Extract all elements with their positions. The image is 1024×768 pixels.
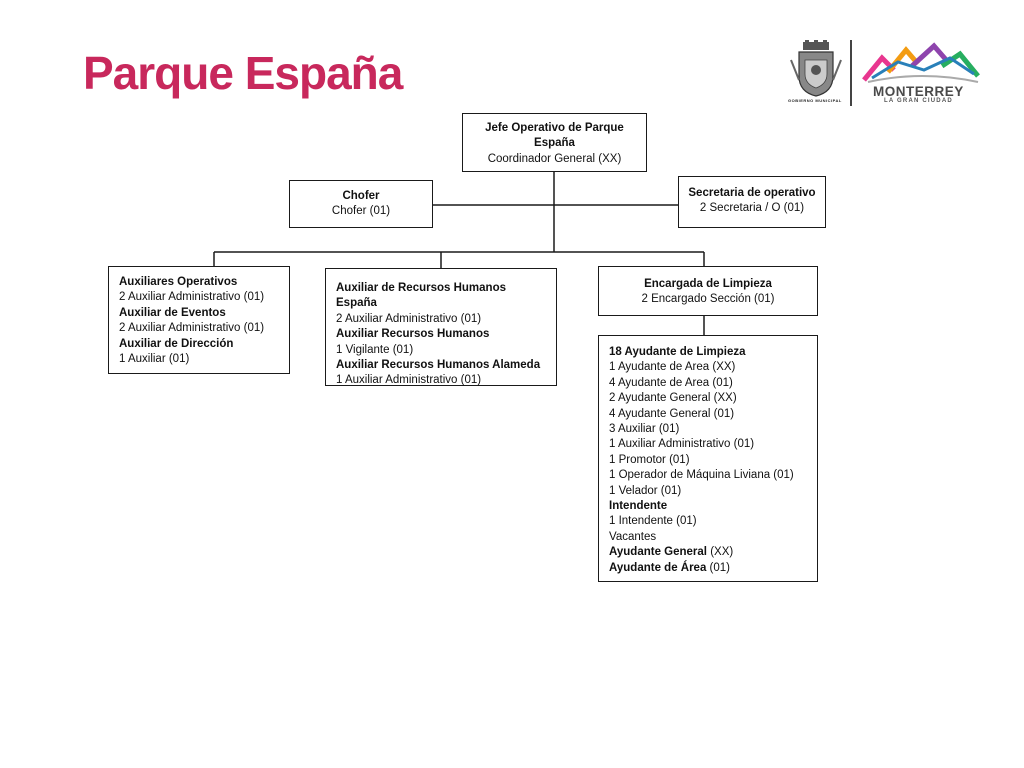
ayudantes-line: 1 Promotor (01) [609,453,690,466]
brand-tagline: LA GRAN CIUDAD [884,98,953,104]
auxiliares-line: 1 Auxiliar (01) [119,353,190,366]
chofer-line: Chofer (01) [331,205,391,218]
secretaria-line: 2 Secretaria / O (01) [699,202,805,215]
chofer-title: Chofer [342,190,380,202]
page-title: Parque España [83,47,403,99]
limpieza-line: 2 Encargado Sección (01) [641,293,775,306]
head-line: Coordinador General (XX) [487,152,622,165]
auxiliares-line: Auxiliar de Eventos [119,306,226,319]
org-box-auxiliares [108,266,290,374]
ayudantes-line: Ayudante de Área (01) [609,561,731,574]
brand-name: MONTERREY [873,84,964,99]
ayudantes-line: Ayudante General (XX) [609,546,734,559]
org-box-secretaria [678,176,826,228]
ayudantes-line: 3 Auxiliar (01) [609,423,680,436]
ayudantes-line: 2 Ayudante General (XX) [609,392,737,405]
seal-caption: GOBIERNO MUNICIPAL [788,98,842,103]
org-box-rrhh [325,268,557,386]
rrhh-line: Auxiliar de Recursos Humanos España [336,282,506,310]
org-box-ayudantes [598,335,818,582]
ayudantes-line: 1 Velador (01) [609,484,682,497]
ayudantes-line: 1 Intendente (01) [609,515,697,528]
org-box-chofer [289,180,433,228]
ayudantes-line: 1 Operador de Máquina Liviana (01) [609,469,794,482]
rrhh-line: 1 Vigilante (01) [336,343,414,356]
ayudantes-line: Vacantes [609,530,657,543]
ayudantes-line: Intendente [609,500,668,513]
auxiliares-line: Auxiliar de Dirección [119,337,234,350]
rrhh-line: 2 Auxiliar Administrativo (01) [336,312,482,325]
auxiliares-line: 2 Auxiliar Administrativo (01) [119,291,265,304]
org-box-limpieza [598,266,818,316]
secretaria-title: Secretaria de operativo [688,187,816,199]
ayudantes-line: 1 Auxiliar Administrativo (01) [609,438,755,451]
limpieza-title: Encargada de Limpieza [644,278,772,290]
auxiliares-line: 2 Auxiliar Administrativo (01) [119,322,265,335]
rrhh-line: 1 Auxiliar Administrativo (01) [336,374,482,387]
ayudantes-line: 4 Ayudante de Area (01) [609,376,733,389]
ayudantes-line: 4 Ayudante General (01) [609,407,735,420]
rrhh-line: Auxiliar Recursos Humanos Alameda [336,359,541,372]
ayudantes-line: 1 Ayudante de Area (XX) [609,361,736,374]
ayudantes-line: 18 Ayudante de Limpieza [609,346,746,358]
head-title: Jefe Operativo de Parque España [485,122,624,150]
auxiliares-line: Auxiliares Operativos [119,276,238,288]
rrhh-line: Auxiliar Recursos Humanos [336,328,490,341]
org-box-head [462,113,647,172]
